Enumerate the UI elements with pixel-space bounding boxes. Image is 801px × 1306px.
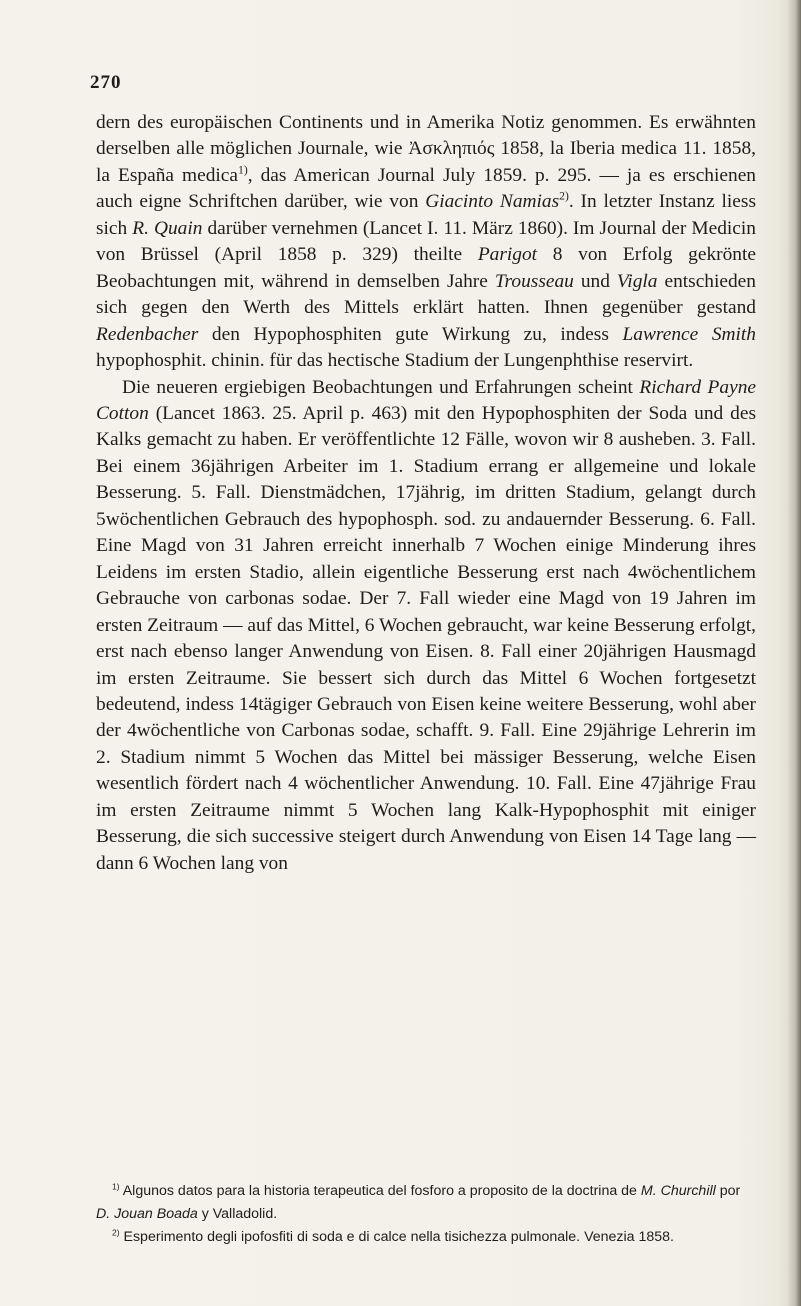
text-run: darüber vernehmen (Lancet I. 11. März 1860). Im Journal der Medicin von Brüssel (April 1858 p. 329) theilte [96,217,756,266]
text-run: por [715,1183,741,1199]
text-run: Esperimento degli ipofosfiti di soda e di calce nella tisichezza pulmonale. Venezia 1858. [119,1229,674,1245]
main-text [96,110,756,877]
italic-name: Trousseau [494,270,574,292]
greek-title: Ἀσκληπιός [408,138,495,160]
text-run: Die neueren ergiebigen Beobachtungen und Erfahrungen scheint [122,376,640,398]
footnote [96,1180,756,1226]
page-edge-shadow [787,0,801,1306]
text-run: und [573,270,617,292]
italic-name: Richard Payne Cotton [96,376,757,424]
footnote [96,1226,756,1249]
text-run: Algunos datos para la historia terapeutica del fosforo a proposito de la doctrina de [119,1183,641,1199]
italic-name: R. Quain [132,217,203,239]
italic-name: D. Jouan Boada [96,1206,198,1222]
text-run: 1858, la Iberia medica 11. 1858, la España medica [96,138,756,186]
italic-name: Giacinto Namias [425,191,560,213]
paragraph [96,110,756,375]
footnote-marker: 1) [112,1181,120,1192]
text-run: y Valladolid. [197,1206,278,1222]
italic-name: Parigot [477,244,538,266]
footnotes [96,1180,756,1249]
text-run: , das American Journal July 1859. p. 295. — ja es erschienen auch eigne Schriftchen darüber, wie von [96,164,756,213]
text-run: 8 von Erfolg gekrönte Beobachtungen mit, während in demselben Jahre [96,244,756,292]
paragraph [96,375,756,878]
footnote-marker: 1) [238,163,248,177]
page-number: 270 [90,72,122,93]
italic-name: Redenbacher [96,323,199,345]
text-run: entschieden sich gegen den Werth des Mittels erklärt hatten. Ihnen gegenüber gestand [96,270,756,319]
text-run: den Hypophosphiten gute Wirkung zu, indess [198,323,623,345]
text-run: (Lancet 1863. 25. April p. 463) mit den Hypophosphiten der Soda und des Kalks gemacht zu haben. Er veröffentlichte 12 Fälle, wovon wir 8 ausheben. 3. Fall. Bei einem 36jährigen Arbeiter im 1. Stadium errang er allgemeine und lokale Besserung. 5. Fall. Dienstmädchen, 17jährig, im dritten Stadium, gelangt durch 5wöchentlichen Gebrauch des hypophosph. sod. zu andauernder Besserung. 6. Fall. Eine Magd von 31 Jahren erreicht innerhalb 7 Wochen einige Minderung ihres Leidens im ersten Stadio, allein eigentliche Besserung erst nach 4wöchentlichem Gebrauche von carbonas sodae. Der 7. Fall wieder eine Magd von 19 Jahren im ersten Zeitraum — auf das Mittel, 6 Wochen gebraucht, war keine Besserung erfolgt, erst nach ebenso langer Anwendung von Eisen. 8. Fall einer 20jährigen Hausmagd im ersten Zeitraume. Sie bessert sich durch das Mittel 6 Wochen fortgesetzt bedeutend, indess 14tägiger Gebrauch von Eisen keine weitere Besserung, wohl aber der 4wöchentliche von Carbonas sodae, schafft. 9. Fall. Eine 29jährige Lehrerin im 2. Stadium nimmt 5 Wochen das Mittel bei mässiger Besserung, welche Eisen wesentlich fördert nach 4 wöchentlicher Anwendung. 10. Fall. Eine 47jährige Frau im ersten Zeitraume nimmt 5 Wochen lang Kalk-Hypophosphit mit einiger Besserung, die sich successive steigert durch Anwendung von Eisen 14 Tage lang — dann 6 Wochen lang von [96,402,756,874]
text-run: hypophosphit. chinin. für das hectische Stadium der Lungenphthise reservirt. [96,350,694,372]
footnote-marker: 2) [112,1227,120,1238]
text-run: . In letzter Instanz liess sich [96,191,756,239]
italic-name: Vigla [616,270,658,292]
footnote-marker: 2) [559,189,569,203]
italic-name: Lawrence Smith [622,323,756,345]
text-run: dern des europäischen Continents und in Amerika Notiz genommen. Es erwähnten derselben alle möglichen Journale, wie [96,112,756,160]
italic-name: M. Churchill [640,1183,716,1199]
